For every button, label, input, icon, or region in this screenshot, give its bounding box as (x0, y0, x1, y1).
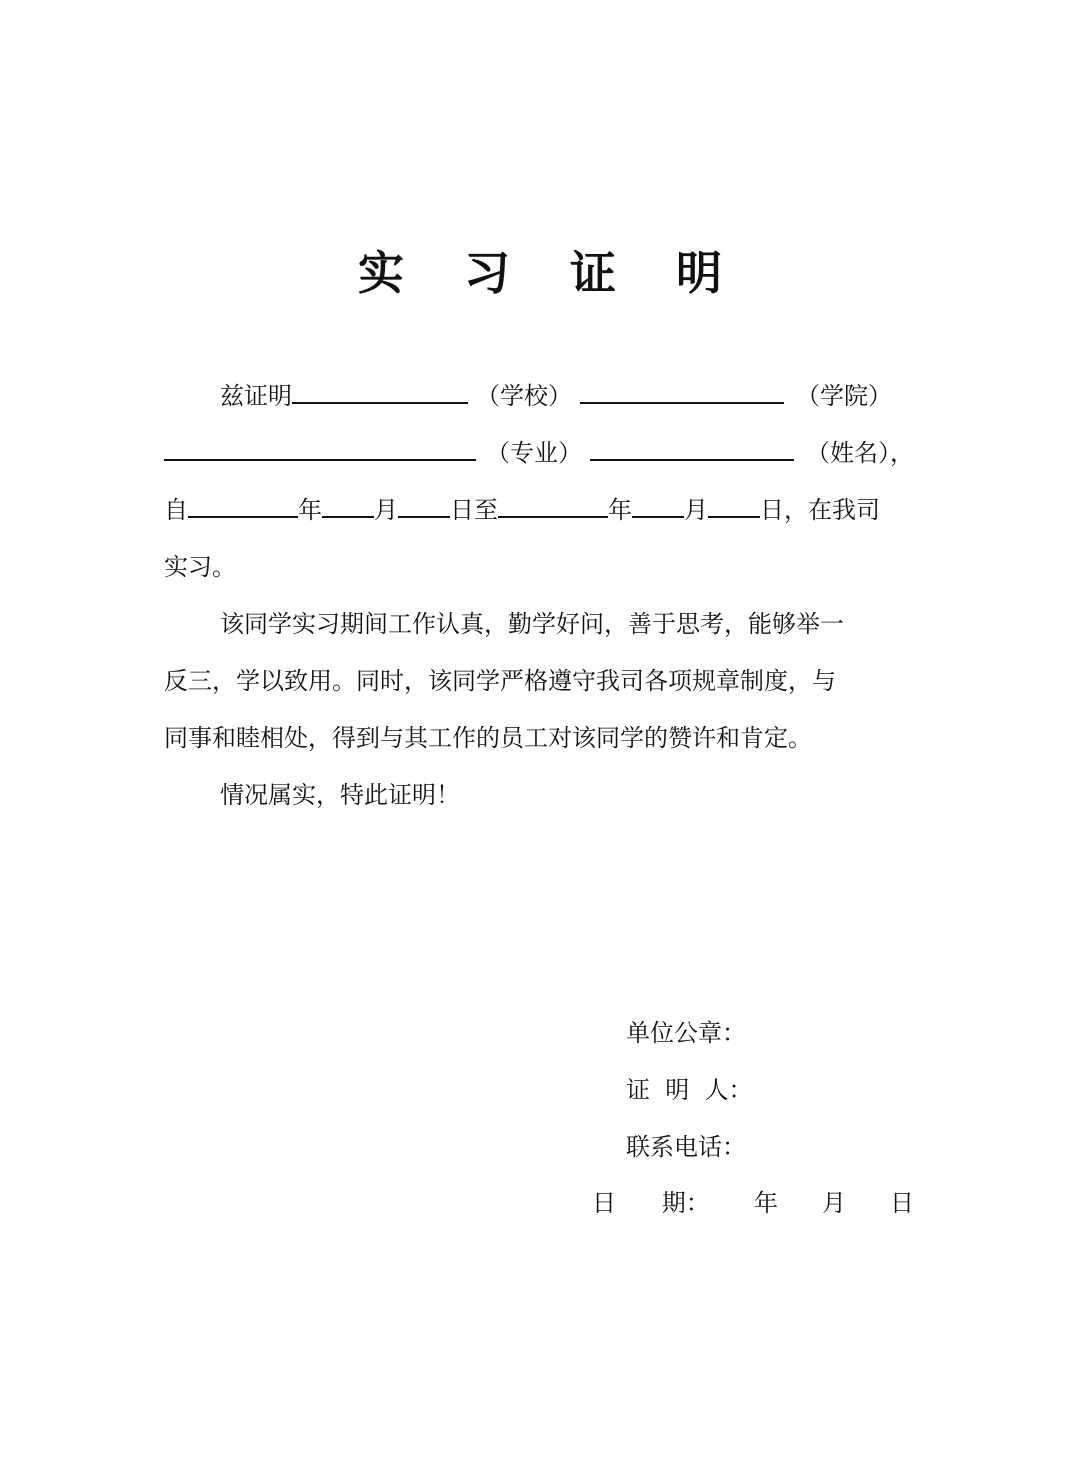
from-text: 自 (164, 496, 188, 524)
para1-line1 (220, 376, 892, 416)
end-year-label: 年 (608, 496, 632, 524)
major-label: （专业） (486, 439, 582, 467)
date-month-label: 月 (822, 1189, 846, 1217)
start-year-label: 年 (298, 496, 322, 524)
end-year-blank (498, 490, 608, 518)
name-label: （姓名）， (806, 439, 914, 467)
seal-label: 单位公章： (626, 1019, 746, 1047)
start-day-label: 日至 (450, 496, 498, 524)
college-blank (580, 376, 784, 404)
end-day-blank (708, 490, 760, 518)
date-day-label: 日 (890, 1189, 914, 1217)
major-blank (164, 433, 476, 461)
lead-text: 兹证明 (220, 382, 292, 410)
school-label: （学校） (476, 382, 572, 410)
document-title: 实 习 证 明 (357, 246, 745, 300)
para1-line4: 实习。 (164, 553, 236, 581)
date-row (592, 1183, 922, 1223)
para2-line1: 该同学实习期间工作认真，勤学好问，善于思考，能够举一 (220, 610, 844, 638)
certifier-label: 证 明 人： (626, 1076, 753, 1104)
end-day-label: 日，在我司 (760, 496, 880, 524)
start-day-blank (398, 490, 450, 518)
date-label: 日 期： (592, 1189, 710, 1217)
para3-line: 情况属实，特此证明！ (220, 781, 460, 809)
start-year-blank (188, 490, 298, 518)
phone-label: 联系电话： (626, 1133, 746, 1161)
para2-line2: 反三，学以致用。同时，该同学严格遵守我司各项规章制度，与 (164, 667, 836, 695)
school-blank (292, 376, 468, 404)
para1-line3 (164, 490, 880, 530)
start-month-blank (322, 490, 374, 518)
end-month-label: 月 (684, 496, 708, 524)
para1-line2 (164, 433, 914, 473)
college-label: （学院） (796, 382, 892, 410)
para2-line3: 同事和睦相处，得到与其工作的员工对该同学的赞许和肯定。 (164, 724, 812, 752)
end-month-blank (632, 490, 684, 518)
date-year-label: 年 (754, 1189, 778, 1217)
start-month-label: 月 (374, 496, 398, 524)
name-blank (590, 433, 794, 461)
